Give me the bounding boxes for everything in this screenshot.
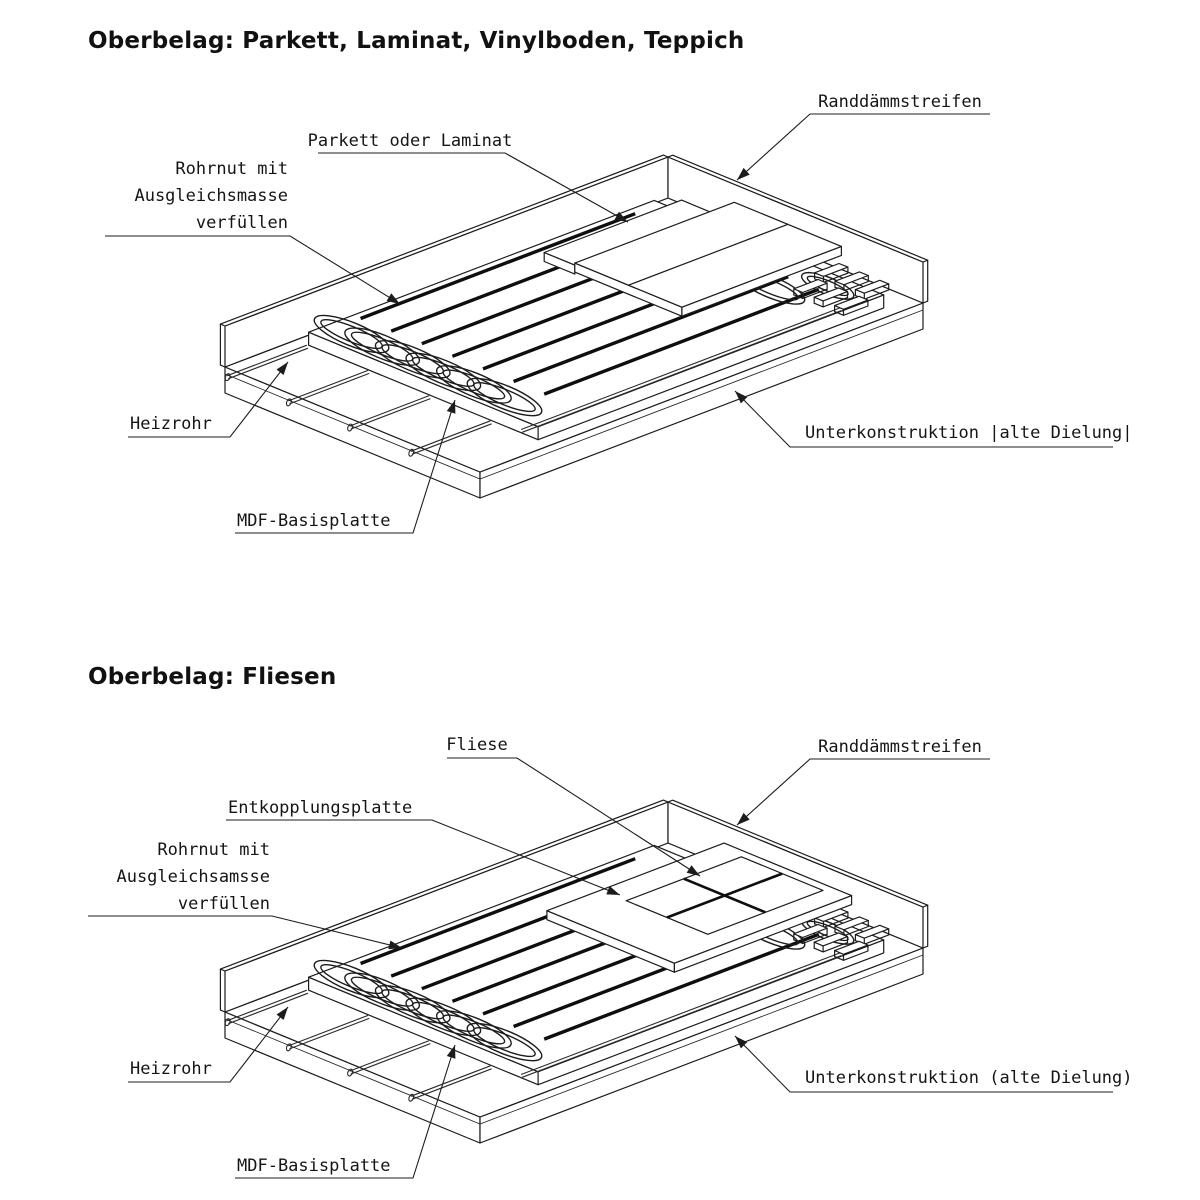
- leader-line: [737, 114, 990, 180]
- edge-strip-right-end: [923, 260, 928, 303]
- label-groove-line3-2: verfüllen: [177, 894, 270, 914]
- label-substructure-2: Unterkonstruktion (alte Dielung): [805, 1068, 1133, 1088]
- label-groove-line1-2: Rohrnut mit: [157, 840, 270, 860]
- page-title-fliesen: Oberbelag: Fliesen: [88, 664, 337, 690]
- label-base-plate: MDF-Basisplatte: [237, 511, 391, 531]
- label-tile: Fliese: [446, 735, 508, 755]
- label-groove-line1: Rohrnut mit: [175, 159, 288, 179]
- label-top-layer: Parkett oder Laminat: [307, 131, 513, 151]
- edge-strip-left-end: [220, 324, 225, 367]
- edge-strip-left-end: [220, 969, 225, 1012]
- label-edge-insulation-2: Randdämmstreifen: [818, 737, 982, 757]
- label-edge-insulation: Randdämmstreifen: [818, 92, 982, 112]
- label-groove-line2: Ausgleichsmasse: [134, 186, 288, 206]
- label-groove-line3: verfüllen: [195, 213, 288, 233]
- label-decoupling-plate: Entkopplungsplatte: [228, 798, 413, 818]
- label-heating-pipe: Heizrohr: [130, 414, 212, 434]
- leader-line: [737, 759, 990, 825]
- label-groove-line2-2: Ausgleichsamsse: [116, 867, 270, 887]
- label-base-plate-2: MDF-Basisplatte: [237, 1156, 391, 1176]
- page-title-parkett: Oberbelag: Parkett, Laminat, Vinylboden, Teppich: [88, 28, 745, 54]
- edge-strip-right-end: [923, 905, 928, 948]
- label-substructure: Unterkonstruktion |alte Dielung|: [805, 423, 1133, 443]
- label-heating-pipe-2: Heizrohr: [130, 1059, 212, 1079]
